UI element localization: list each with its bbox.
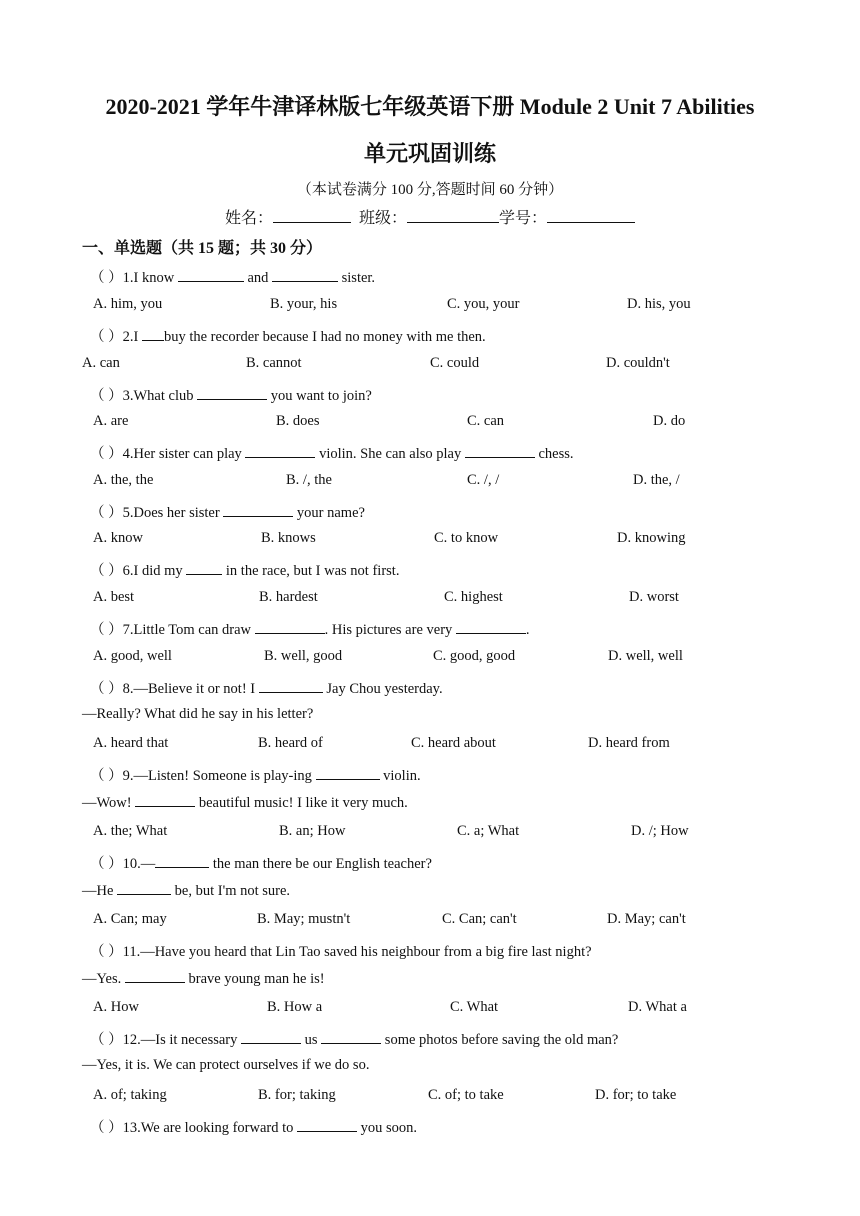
- answer-paren[interactable]: （ ）: [90, 563, 123, 579]
- answer-paren[interactable]: （ ）: [90, 856, 123, 872]
- option-d[interactable]: D. do: [653, 413, 686, 429]
- option-d[interactable]: D. heard from: [588, 735, 670, 751]
- blank: [297, 1118, 357, 1132]
- option-b[interactable]: B. May; mustn't: [257, 911, 351, 927]
- option-b[interactable]: B. an; How: [279, 823, 346, 839]
- class-label: 班级：: [358, 210, 407, 227]
- option-a[interactable]: A. heard that: [93, 735, 169, 751]
- option-b[interactable]: B. for; taking: [258, 1087, 336, 1103]
- blank: [465, 444, 535, 458]
- option-b[interactable]: B. heard of: [258, 735, 323, 751]
- option-a[interactable]: A. good, well: [93, 648, 172, 664]
- blank: [259, 679, 323, 693]
- question-8-continuation: —Really? What did he say in his letter?: [82, 706, 314, 722]
- option-c[interactable]: C. good, good: [433, 648, 516, 664]
- question-13: （ ）13.We are looking forward to you soon.: [90, 1120, 418, 1136]
- blank: [178, 268, 244, 282]
- option-c[interactable]: C. you, your: [447, 296, 520, 312]
- option-d[interactable]: D. worst: [629, 589, 679, 605]
- option-b[interactable]: B. knows: [261, 530, 316, 546]
- option-c[interactable]: C. a; What: [457, 823, 520, 839]
- answer-paren[interactable]: （ ）: [90, 329, 123, 345]
- option-d[interactable]: D. couldn't: [606, 355, 670, 371]
- answer-paren[interactable]: （ ）: [90, 1032, 123, 1048]
- blank: [316, 766, 380, 780]
- answer-paren[interactable]: （ ）: [90, 681, 123, 697]
- option-a[interactable]: A. of; taking: [93, 1087, 167, 1103]
- exam-title: 2020-2021 学年牛津译林版七年级英语下册 Module 2 Unit 7 Abilities: [105, 94, 755, 119]
- option-c[interactable]: C. could: [430, 355, 480, 371]
- option-c[interactable]: C. can: [467, 413, 505, 429]
- answer-paren[interactable]: （ ）: [90, 768, 123, 784]
- option-a[interactable]: A. know: [93, 530, 143, 546]
- question-4: （ ）4.Her sister can play violin. She can also play chess.: [90, 446, 574, 462]
- option-a[interactable]: A. best: [93, 589, 135, 605]
- option-b[interactable]: B. does: [276, 413, 320, 429]
- question-1: （ ）1.I know and sister.: [90, 270, 376, 286]
- blank: [321, 1030, 381, 1044]
- blank: [135, 793, 195, 807]
- option-c[interactable]: C. to know: [434, 530, 499, 546]
- option-d[interactable]: D. for; to take: [595, 1087, 677, 1103]
- exam-note: （本试卷满分 100 分,答题时间 60 分钟）: [296, 182, 564, 198]
- option-a[interactable]: A. him, you: [93, 296, 163, 312]
- option-b[interactable]: B. cannot: [246, 355, 302, 371]
- student-info-line: [0, 205, 860, 228]
- option-c[interactable]: C. heard about: [411, 735, 496, 751]
- question-2: （ ）2.I buy the recorder because I had no money with me then.: [90, 329, 486, 345]
- option-a[interactable]: A. can: [82, 355, 120, 371]
- option-c[interactable]: C. What: [450, 999, 499, 1015]
- number-blank[interactable]: [547, 208, 635, 223]
- blank: [186, 561, 222, 575]
- option-c[interactable]: C. of; to take: [428, 1087, 504, 1103]
- question-11: （ ）11.—Have you heard that Lin Tao saved his neighbour from a big fire last night?: [90, 944, 592, 960]
- blank: [117, 881, 171, 895]
- answer-paren[interactable]: （ ）: [90, 622, 123, 638]
- question-12-continuation: —Yes, it is. We can protect ourselves if we do so.: [82, 1057, 370, 1073]
- blank: [197, 386, 267, 400]
- question-10-continuation: —He be, but I'm not sure.: [82, 883, 291, 899]
- blank: [245, 444, 315, 458]
- option-b[interactable]: B. How a: [267, 999, 323, 1015]
- option-d[interactable]: D. his, you: [627, 296, 691, 312]
- option-a[interactable]: A. Can; may: [93, 911, 167, 927]
- question-9: （ ）9.—Listen! Someone is play-ing violin.: [90, 768, 421, 784]
- exam-subtitle: 单元巩固训练: [363, 141, 496, 166]
- blank: [272, 268, 338, 282]
- section-title: 一、单选题（共 15 题；共 30 分）: [82, 240, 323, 257]
- option-d[interactable]: D. What a: [628, 999, 687, 1015]
- answer-paren[interactable]: （ ）: [90, 446, 123, 462]
- question-8: （ ）8.—Believe it or not! I Jay Chou yesterday.: [90, 681, 443, 697]
- answer-paren[interactable]: （ ）: [90, 944, 123, 960]
- number-label: 学号：: [499, 210, 548, 227]
- blank: [241, 1030, 301, 1044]
- option-a[interactable]: A. the; What: [93, 823, 168, 839]
- option-a[interactable]: A. the, the: [93, 472, 154, 488]
- class-blank[interactable]: [407, 208, 499, 223]
- blank: [142, 327, 164, 341]
- option-b[interactable]: B. well, good: [264, 648, 343, 664]
- blank: [255, 620, 325, 634]
- blank: [456, 620, 526, 634]
- question-10: （ ）10.— the man there be our English teacher?: [90, 856, 432, 872]
- option-c[interactable]: C. Can; can't: [442, 911, 517, 927]
- blank: [223, 503, 293, 517]
- question-12: （ ）12.—Is it necessary us some photos before saving the old man?: [90, 1032, 619, 1048]
- answer-paren[interactable]: （ ）: [90, 388, 123, 404]
- question-9-continuation: —Wow! beautiful music! I like it very much.: [82, 795, 408, 811]
- question-5: （ ）5.Does her sister your name?: [90, 505, 365, 521]
- option-c[interactable]: C. highest: [444, 589, 503, 605]
- answer-paren[interactable]: （ ）: [90, 1120, 123, 1136]
- option-d[interactable]: D. the, /: [633, 472, 680, 488]
- name-label: 姓名：: [224, 210, 273, 227]
- blank: [155, 854, 209, 868]
- question-3: （ ）3.What club you want to join?: [90, 388, 372, 404]
- option-a[interactable]: A. How: [93, 999, 139, 1015]
- answer-paren[interactable]: （ ）: [90, 270, 123, 286]
- option-c[interactable]: C. /, /: [467, 472, 500, 488]
- option-b[interactable]: B. hardest: [259, 589, 318, 605]
- option-d[interactable]: D. well, well: [608, 648, 683, 664]
- name-blank[interactable]: [273, 208, 351, 223]
- option-d[interactable]: D. knowing: [617, 530, 686, 546]
- option-b[interactable]: B. /, the: [286, 472, 332, 488]
- option-b[interactable]: B. your, his: [270, 296, 338, 312]
- question-7: （ ）7.Little Tom can draw . His pictures are very .: [90, 622, 530, 638]
- question-6: （ ）6.I did my in the race, but I was not first.: [90, 563, 400, 579]
- blank: [125, 969, 185, 983]
- option-a[interactable]: A. are: [93, 413, 129, 429]
- answer-paren[interactable]: （ ）: [90, 505, 123, 521]
- option-d[interactable]: D. /; How: [631, 823, 689, 839]
- option-d[interactable]: D. May; can't: [607, 911, 686, 927]
- question-11-continuation: —Yes. brave young man he is!: [82, 971, 325, 987]
